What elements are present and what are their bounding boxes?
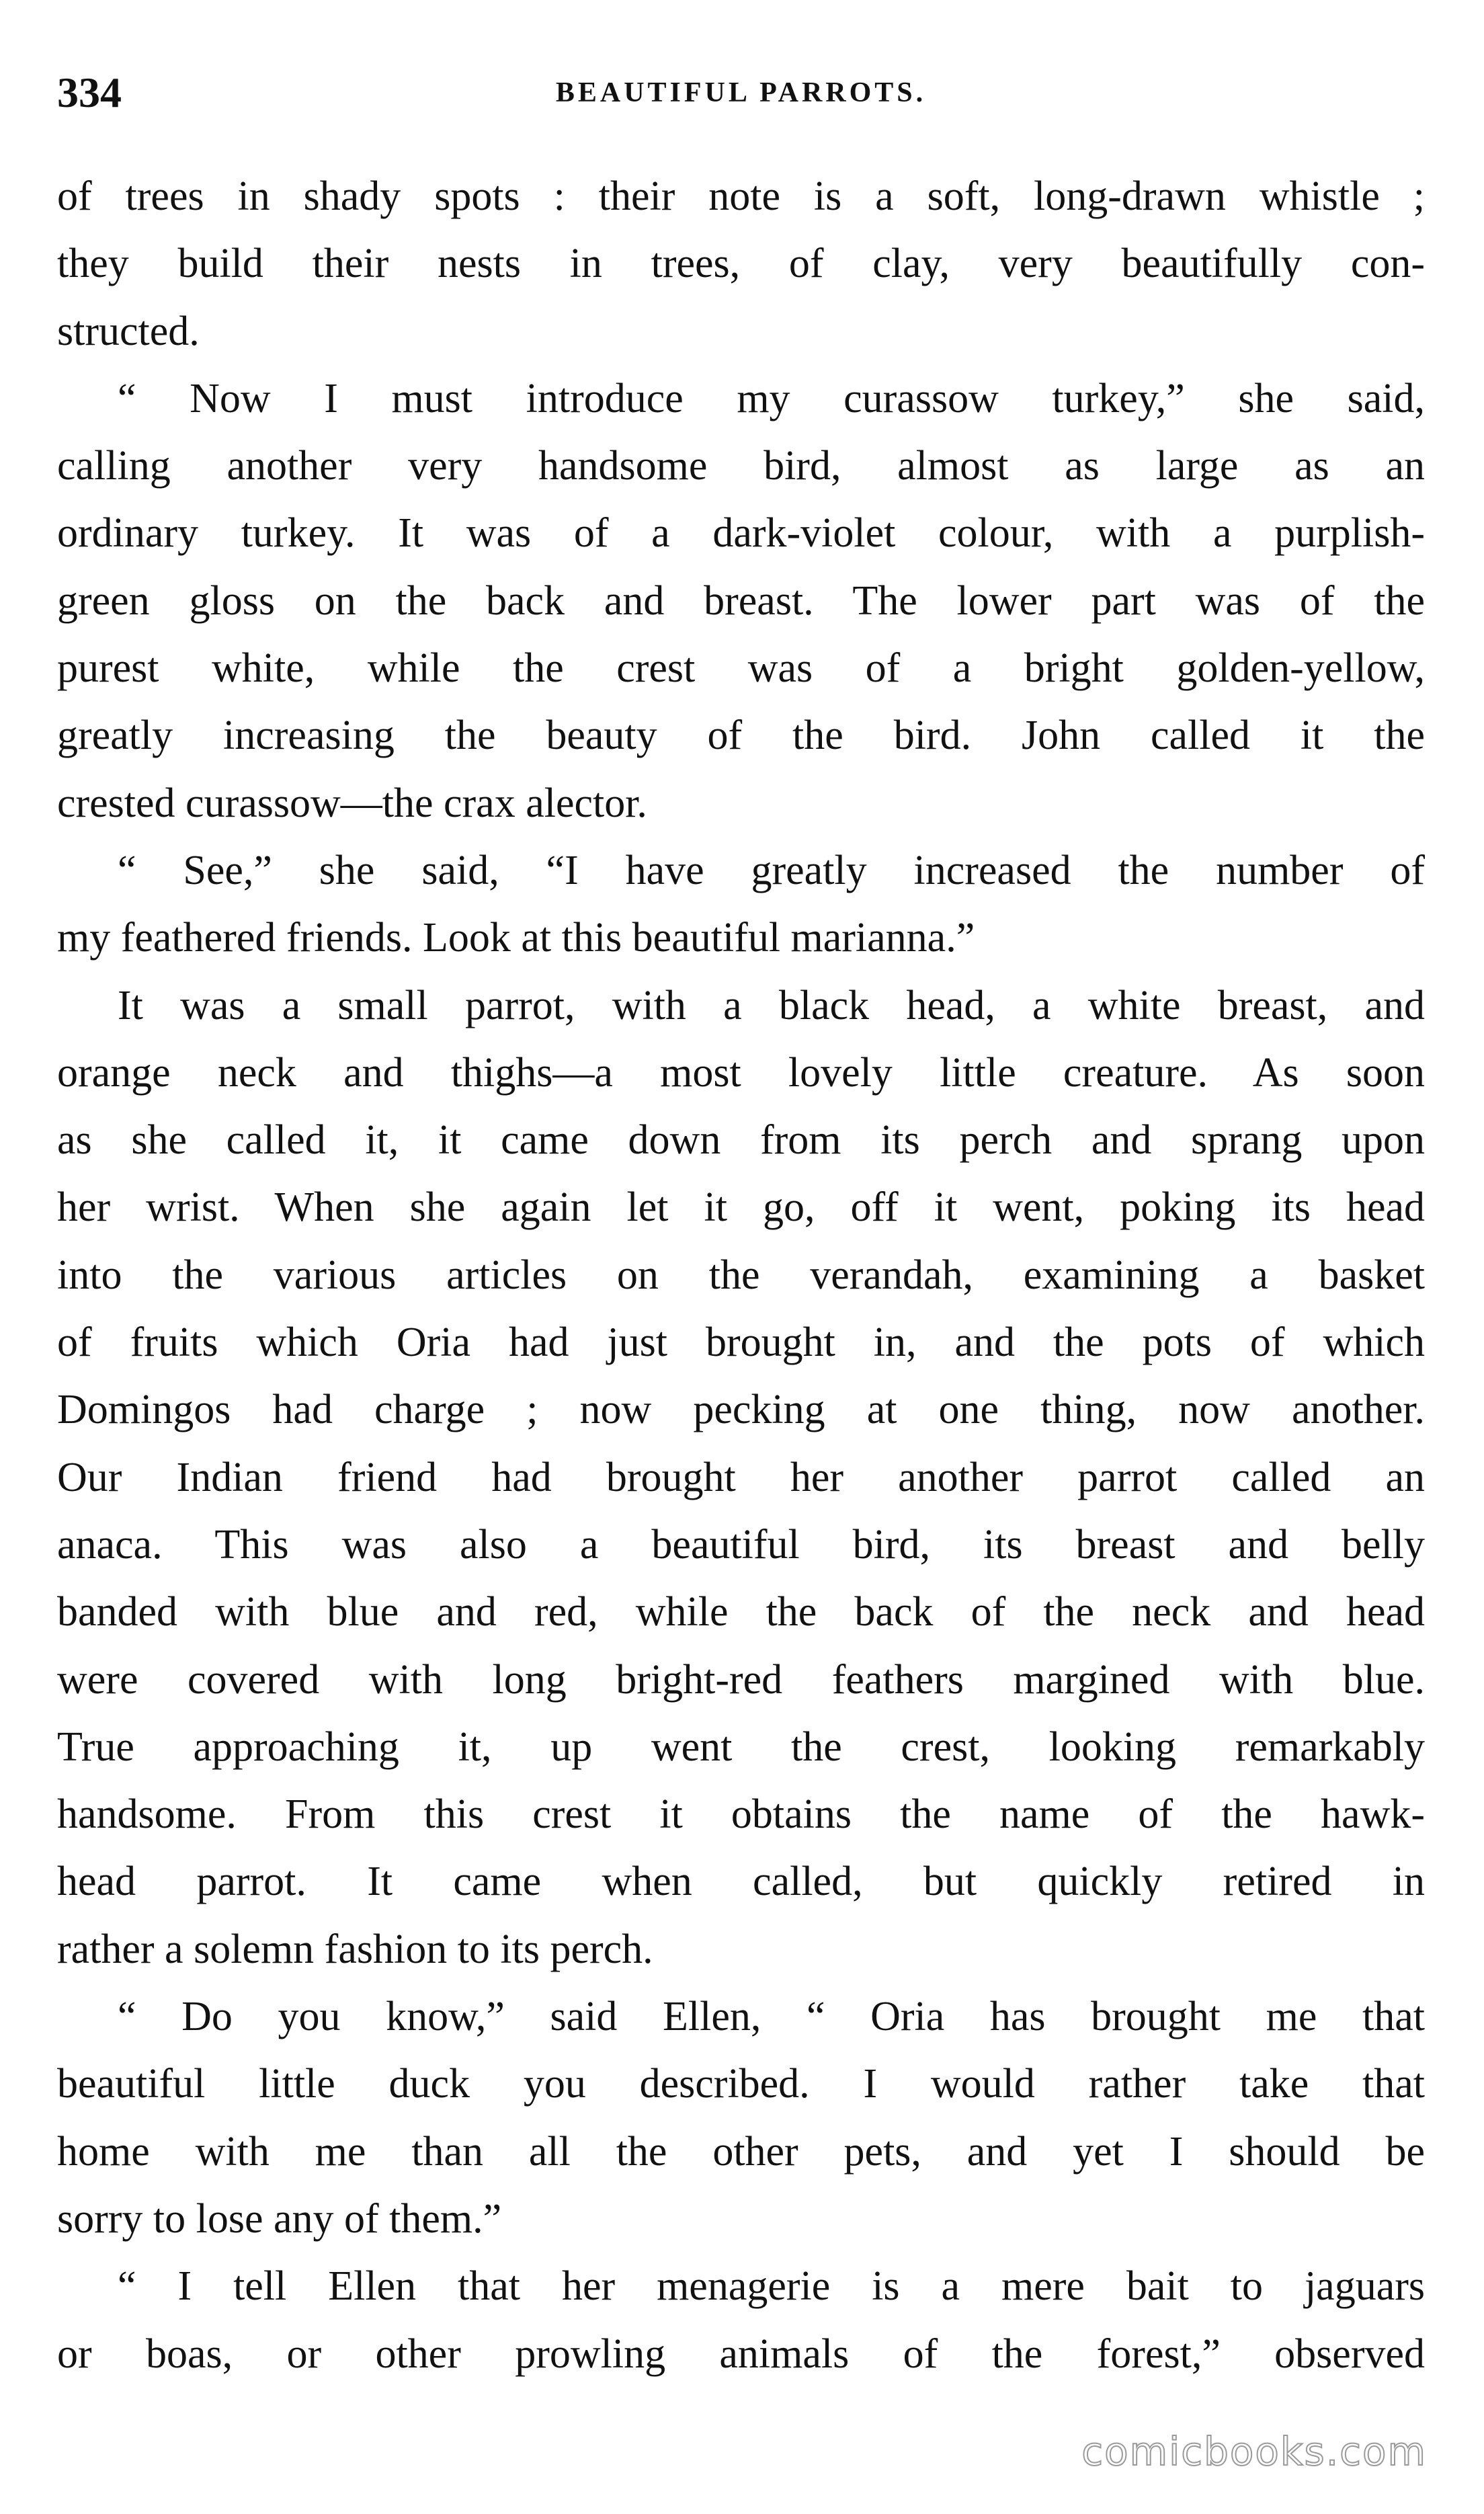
- text-line: beautiful little duck you described. I would rather take that: [57, 2061, 1425, 2107]
- text-line: sorry to lose any of them.”: [57, 2195, 502, 2242]
- text-line: Our Indian friend had brought her another parrot called an: [57, 1454, 1425, 1500]
- text-line: head parrot. It came when called, but quickly retired in: [57, 1859, 1425, 1905]
- text-line: of trees in shady spots : their note is a soft, long-drawn whistle ;: [57, 173, 1425, 219]
- page-number: 334: [57, 69, 122, 116]
- text-line: of fruits which Oria had just brought in, and the pots of which: [57, 1320, 1425, 1366]
- running-header: [57, 66, 1425, 120]
- text-line: Domingos had charge ; now pecking at one thing, now another.: [57, 1387, 1425, 1433]
- running-title: BEAUTIFUL PARROTS.: [555, 77, 927, 108]
- body-text: [57, 163, 1425, 2388]
- paragraph-start-line: It was a small parrot, with a black head, a white breast, and: [118, 982, 1425, 1028]
- text-line: purest white, while the crest was of a bright golden-yellow,: [57, 645, 1425, 692]
- text-line: were covered with long bright-red feathers margined with blue.: [57, 1656, 1425, 1703]
- text-line: handsome. From this crest it obtains the name of the hawk-: [57, 1791, 1425, 1838]
- text-line: structed.: [57, 308, 200, 354]
- paragraph-start-line: “ Now I must introduce my curassow turkey,” she said,: [118, 375, 1425, 421]
- text-line: rather a solemn fashion to its perch.: [57, 1926, 653, 1972]
- text-line: as she called it, it came down from its perch and sprang upon: [57, 1117, 1425, 1164]
- text-line: green gloss on the back and breast. The lower part was of the: [57, 577, 1425, 624]
- text-line: greatly increasing the beauty of the bird. John called it the: [57, 713, 1425, 759]
- text-line: banded with blue and red, while the back of the neck and head: [57, 1589, 1425, 1635]
- text-line: her wrist. When she again let it go, off it went, poking its head: [57, 1184, 1425, 1231]
- watermark: comicbooks.com: [1081, 2429, 1427, 2474]
- text-line: home with me than all the other pets, and yet I should be: [57, 2128, 1425, 2175]
- text-line: anaca. This was also a beautiful bird, its breast and belly: [57, 1521, 1425, 1568]
- text-line: calling another very handsome bird, almost as large as an: [57, 443, 1425, 489]
- text-line: into the various articles on the verandah, examining a basket: [57, 1252, 1425, 1298]
- text-line: orange neck and thighs—a most lovely little creature. As soon: [57, 1049, 1425, 1096]
- paragraph-start-line: “ See,” she said, “I have greatly increased the number of: [118, 847, 1425, 893]
- text-line: ordinary turkey. It was of a dark-violet colour, with a purplish-: [57, 510, 1425, 557]
- paragraph-start-line: “ Do you know,” said Ellen, “ Oria has brought me that: [118, 1994, 1425, 2040]
- text-line: or boas, or other prowling animals of the forest,” observed: [57, 2330, 1425, 2377]
- text-line: they build their nests in trees, of clay, very beautifully con-: [57, 241, 1425, 287]
- text-line: my feathered friends. Look at this beautiful marianna.”: [57, 915, 975, 961]
- paragraph-start-line: “ I tell Ellen that her menagerie is a mere bait to jaguars: [118, 2263, 1425, 2310]
- text-line: crested curassow—the crax alector.: [57, 780, 647, 826]
- text-line: True approaching it, up went the crest, looking remarkably: [57, 1724, 1425, 1770]
